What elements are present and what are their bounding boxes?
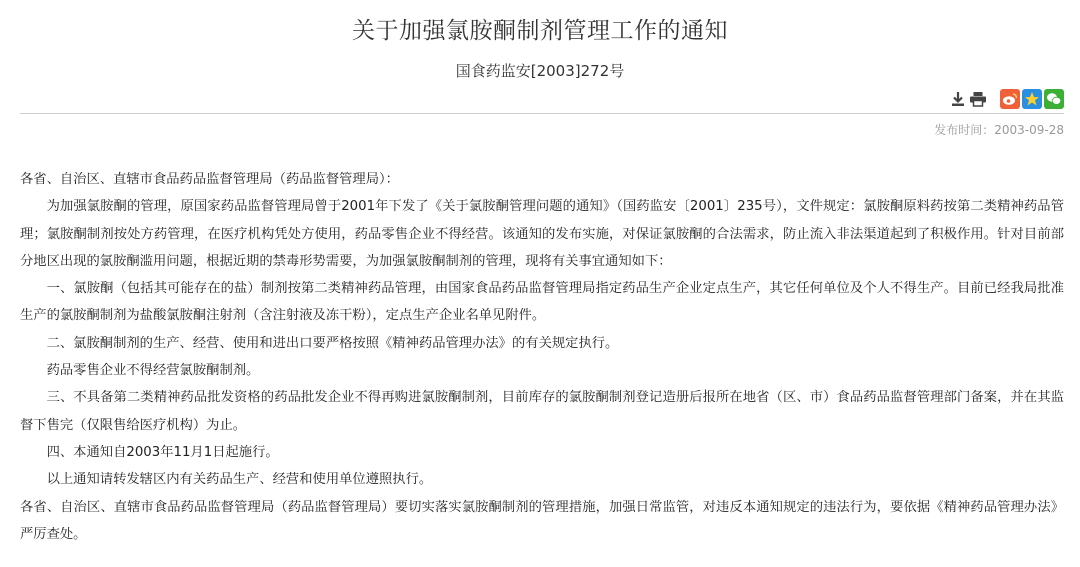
salutation: 各省、自治区、直辖市食品药品监督管理局（药品监督管理局）： — [20, 172, 399, 187]
body-paragraph: 四、本通知自2003年11月1日起施行。 — [46, 444, 279, 460]
download-icon[interactable] — [948, 89, 968, 109]
body-paragraph: 三、不具备第二类精神药品批发资格的药品批发企业不得再购进氯胺酮制剂，目前库存的氯胺酮制剂登记造册后报所在地省（区、市）食品药品监督管理部门备案，并在其监督下售完（仅限售给医疗机构）为止。 — [20, 390, 1064, 433]
weibo-share-icon[interactable] — [1000, 89, 1020, 109]
qzone-share-icon[interactable] — [1022, 89, 1042, 109]
body-paragraph: 以上通知请转发辖区内有关药品生产、经营和使用单位遵照执行。 — [46, 472, 433, 488]
body-paragraph: 一、氯胺酮（包括其可能存在的盐）制剂按第二类精神药品管理，由国家食品药品监督管理局指定药品生产企业定点生产，其它任何单位及个人不得生产。目前已经我局批准生产的氯胺酮制剂为盐酸氯胺酮注射剂（含注射液及冻干粉），定点生产企业名单见附件。 — [20, 281, 1064, 324]
publish-date: 发布时间：2003-09-28 — [934, 123, 1064, 137]
toolbar — [948, 88, 1064, 110]
page-title: 关于加强氯胺酮制剂管理工作的通知 — [352, 18, 728, 44]
document-number: 国食药监安[2003]272号 — [455, 62, 625, 80]
body-paragraph: 二、氯胺酮制剂的生产、经营、使用和进出口要严格按照《精神药品管理办法》的有关规定执行。 — [46, 335, 619, 351]
wechat-share-icon[interactable] — [1044, 89, 1064, 109]
print-icon[interactable] — [968, 89, 988, 109]
body-paragraph: 为加强氯胺酮的管理，原国家药品监督管理局曾于2001年下发了《关于氯胺酮管理问题的通知》（国药监安〔2001〕235号），文件规定：氯胺酮原料药按第二类精神药品管理；氯胺酮制剂按处方药管理，在医疗机构凭处方使用，药品零售企业不得经营。该通知的发布实施，对保证氯胺酮的合法需求，防止流入非法渠道起到了积极作用。针对目前部分地区出现的氯胺酮滥用问题，根据近期的禁毒形势需要，为加强氯胺酮制剂的管理，现将有关事宜通知如下： — [20, 199, 1064, 269]
document-body — [20, 166, 1064, 548]
header-divider — [20, 113, 1064, 114]
body-paragraph: 药品零售企业不得经营氯胺酮制剂。 — [46, 363, 260, 379]
body-paragraph: 各省、自治区、直辖市食品药品监督管理局（药品监督管理局）要切实落实氯胺酮制剂的管理措施，加强日常监管，对违反本通知规定的违法行为，要依据《精神药品管理办法》严厉查处。 — [20, 499, 1064, 542]
